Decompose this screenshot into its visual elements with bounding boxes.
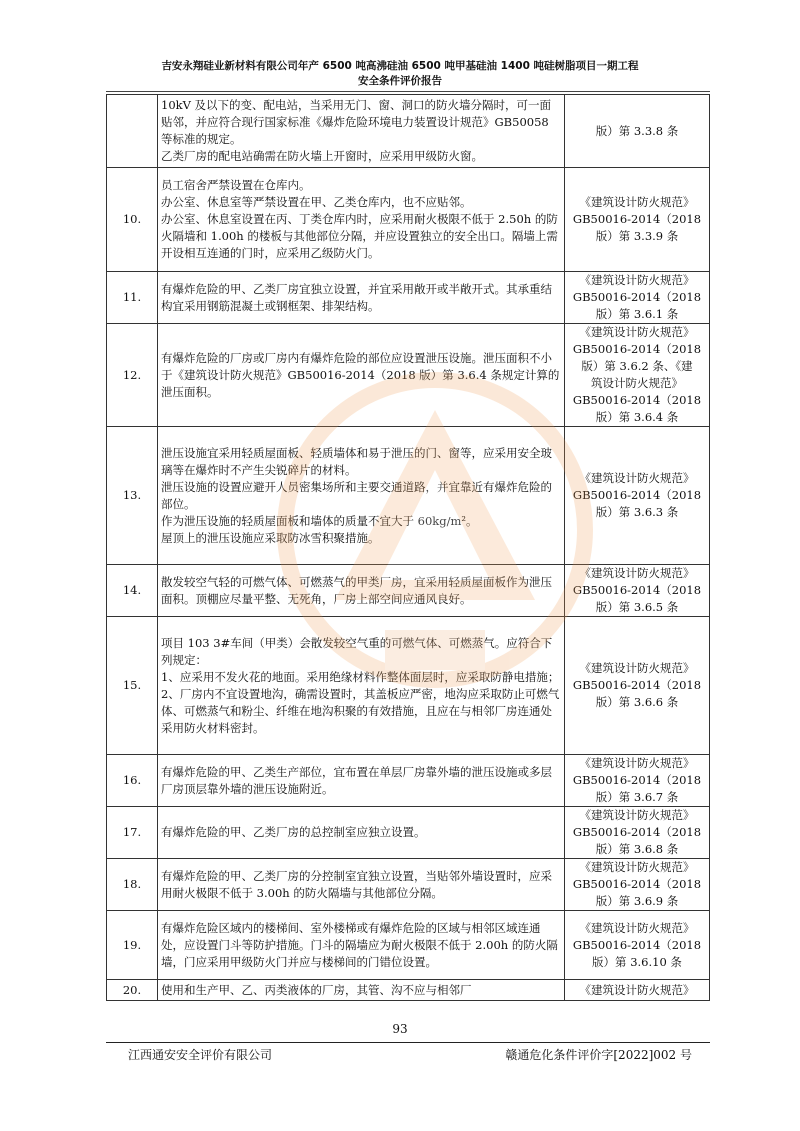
table-row [107, 755, 710, 807]
item-number: 20. [107, 980, 158, 1001]
requirement-text [158, 755, 565, 807]
reference-line: GB50016-2014（2018 [572, 937, 702, 952]
item-number [107, 95, 158, 168]
reference-line: 版）第 3.6.1 条 [595, 307, 679, 321]
item-number: 19. [107, 911, 158, 980]
reference-line: 筑设计防火规范》 [591, 376, 683, 390]
item-number: 13. [107, 427, 158, 565]
item-number: 16. [107, 755, 158, 807]
requirement-paragraph: 项目 103 3#车间（甲类）会散发较空气重的可燃气体、可燃蒸气。应符合下列规定： [161, 635, 553, 667]
reference-line: 《建筑设计防火规范》 [579, 982, 695, 997]
reference-line: 《建筑设计防火规范》 [579, 661, 695, 675]
standard-reference [565, 859, 710, 911]
report-header [0, 59, 800, 89]
reference-line: GB50016-2014（2018 [572, 290, 702, 304]
reference-line: 《建筑设计防火规范》 [579, 566, 695, 580]
item-number: 15. [107, 617, 158, 755]
standard-reference [565, 755, 710, 807]
standard-reference [565, 565, 710, 617]
reference-line: 版）第 3.6.7 条 [595, 790, 679, 804]
reference-line: 版）第 3.6.5 条 [595, 600, 679, 614]
table-row [107, 427, 710, 565]
footer-document-code: 赣通危化条件评价字[2022]002 号 [505, 1048, 692, 1062]
requirement-paragraph: 1、应采用不发火花的地面。采用绝缘材料作整体面层时，应采取防静电措施； [161, 669, 560, 684]
requirement-text [158, 617, 565, 755]
reference-line: 版）第 3.6.9 条 [595, 894, 679, 908]
item-number: 14. [107, 565, 158, 617]
reference-line: 《建筑设计防火规范》 [579, 808, 695, 822]
footer-company: 江西通安安全评价有限公司 [128, 1048, 273, 1062]
reference-line: 版）第 3.6.6 条 [595, 695, 679, 709]
standard-reference [565, 807, 710, 859]
table-row [107, 168, 710, 272]
reference-line: 版）第 3.6.3 条 [595, 505, 679, 519]
reference-line: 版）第 3.6.2 条、《建 [581, 359, 693, 373]
reference-line: GB50016-2014（2018 [572, 488, 702, 502]
item-number: 10. [107, 168, 158, 272]
item-number: 12. [107, 324, 158, 427]
requirement-paragraph: 有爆炸危险的甲、乙类厂房的分控制室宜独立设置，当贴邻外墙设置时，应采用耐火极限不低于 3.00h 的防火隔墙与其他部位分隔。 [161, 868, 552, 900]
reference-line: GB50016-2014（2018 [572, 773, 702, 787]
requirement-paragraph: 散发较空气轻的可燃气体、可燃蒸气的甲类厂房，宜采用轻质屋面板作为泄压面积。顶棚应尽量平整、无死角，厂房上部空间应通风良好。 [161, 574, 552, 606]
reference-line: 版）第 3.6.8 条 [595, 842, 679, 856]
requirement-text [158, 859, 565, 911]
header-divider [106, 91, 710, 92]
requirement-text [158, 95, 565, 168]
standard-reference [565, 324, 710, 427]
reference-line: GB50016-2014（2018 [572, 825, 702, 839]
item-number: 17. [107, 807, 158, 859]
reference-line: 《建筑设计防火规范》 [579, 756, 695, 770]
requirement-text [158, 427, 565, 565]
standard-reference [565, 617, 710, 755]
standard-reference [565, 980, 710, 1001]
reference-line: 《建筑设计防火规范》 [579, 471, 695, 485]
clause-table [106, 94, 710, 1001]
requirement-paragraph: 屋顶上的泄压设施应采取防冰雪积聚措施。 [161, 530, 380, 545]
reference-line: GB50016-2014（2018 [572, 877, 702, 891]
reference-line: 版）第 3.3.9 条 [595, 229, 679, 243]
requirement-paragraph: 办公室、休息室设置在丙、丁类仓库内时，应采用耐火极限不低于 2.50h 的防火隔墙和 1.00h 的楼板与其他部位分隔，并应设置独立的安全出口。隔墙上需开设相互连通的门时，应采用乙级防火门。 [161, 212, 558, 260]
standard-reference [565, 272, 710, 324]
reference-line: 《建筑设计防火规范》 [579, 325, 695, 339]
standard-reference [565, 911, 710, 980]
reference-line: 版）第 3.3.8 条 [595, 123, 679, 138]
item-number: 11. [107, 272, 158, 324]
requirement-text [158, 324, 565, 427]
table-row [107, 859, 710, 911]
footer-divider [106, 1042, 710, 1043]
standard-reference [565, 427, 710, 565]
requirement-paragraph: 10kV 及以下的变、配电站，当采用无门、窗、洞口的防火墙分隔时，可一面贴邻，并应符合现行国家标准《爆炸危险环境电力装置设计规范》GB50058 等标准的规定。 [161, 98, 552, 146]
reference-line: GB50016-2014（2018 [572, 212, 702, 226]
requirement-text [158, 911, 565, 980]
table-row [107, 807, 710, 859]
reference-line: GB50016-2014（2018 [572, 393, 702, 407]
reference-line: 《建筑设计防火规范》 [579, 273, 695, 287]
reference-line: 版）第 3.6.10 条 [592, 954, 682, 969]
requirement-paragraph: 有爆炸危险的甲、乙类生产部位，宜布置在单层厂房靠外墙的泄压设施或多层厂房顶层靠外墙的泄压设施附近。 [161, 764, 552, 796]
reference-line: GB50016-2014（2018 [572, 678, 702, 692]
requirement-paragraph: 作为泄压设施的轻质屋面板和墙体的质量不宜大于 60kg/m²。 [161, 513, 478, 528]
requirement-text [158, 807, 565, 859]
requirement-paragraph: 2、厂房内不宜设置地沟，确需设置时，其盖板应严密，地沟应采取防止可燃气体、可燃蒸气和粉尘、纤维在地沟积聚的有效措施，且应在与相邻厂房连通处采用防火材料密封。 [161, 686, 560, 735]
requirement-paragraph: 办公室、休息室等严禁设置在甲、乙类仓库内，也不应贴邻。 [161, 195, 472, 209]
reference-line: 《建筑设计防火规范》 [579, 860, 695, 874]
requirement-paragraph: 使用和生产甲、乙、丙类液体的厂房，其管、沟不应与相邻厂 [161, 982, 472, 997]
requirement-paragraph: 泄压设施的设置应避开人员密集场所和主要交通道路，并宜靠近有爆炸危险的部位。 [161, 479, 552, 511]
requirement-paragraph: 有爆炸危险的甲、乙类厂房宜独立设置，并宜采用敞开或半敞开式。其承重结构宜采用钢筋混凝土或钢框架、排架结构。 [161, 281, 552, 313]
reference-line: 版）第 3.6.4 条 [595, 410, 679, 424]
requirement-text [158, 272, 565, 324]
reference-line: GB50016-2014（2018 [572, 583, 702, 597]
requirement-text [158, 980, 565, 1001]
requirement-paragraph: 有爆炸危险的厂房或厂房内有爆炸危险的部位应设置泄压设施。泄压面积不小于《建筑设计防火规范》GB50016-2014（2018 版）第 3.6.4 条规定计算的泄压面积。 [161, 350, 560, 399]
table-row [107, 95, 710, 168]
requirement-paragraph: 有爆炸危险区域内的楼梯间、室外楼梯或有爆炸危险的区域与相邻区域连通处，应设置门斗等防护措施。门斗的隔墙应为耐火极限不低于 2.00h 的防火隔墙，门应采用甲级防火门并应与楼梯间的门错位设置。 [161, 920, 558, 969]
requirement-paragraph: 泄压设施宜采用轻质屋面板、轻质墙体和易于泄压的门、窗等，应采用安全玻璃等在爆炸时不产生尖锐碎片的材料。 [161, 445, 552, 477]
requirement-text [158, 168, 565, 272]
table-row [107, 617, 710, 755]
reference-line: 《建筑设计防火规范》 [579, 195, 695, 209]
standard-reference [565, 168, 710, 272]
requirement-paragraph: 乙类厂房的配电站确需在防火墙上开窗时，应采用甲级防火窗。 [161, 149, 483, 163]
requirement-paragraph: 有爆炸危险的甲、乙类厂房的总控制室应独立设置。 [161, 825, 426, 839]
table-row [107, 980, 710, 1001]
table-row [107, 324, 710, 427]
report-title: 安全条件评价报告 [358, 75, 442, 87]
project-title: 吉安永翔硅业新材料有限公司年产 6500 吨高沸硅油 6500 吨甲基硅油 1400 吨硅树脂项目一期工程 [161, 60, 639, 72]
requirement-text [158, 565, 565, 617]
page-number: 93 [392, 1022, 408, 1036]
table-row [107, 272, 710, 324]
requirement-paragraph: 员工宿舍严禁设置在仓库内。 [161, 178, 311, 192]
item-number: 18. [107, 859, 158, 911]
reference-line: 《建筑设计防火规范》 [579, 920, 695, 935]
table-row [107, 565, 710, 617]
reference-line: GB50016-2014（2018 [572, 342, 702, 356]
standard-reference [565, 95, 710, 168]
table-row [107, 911, 710, 980]
